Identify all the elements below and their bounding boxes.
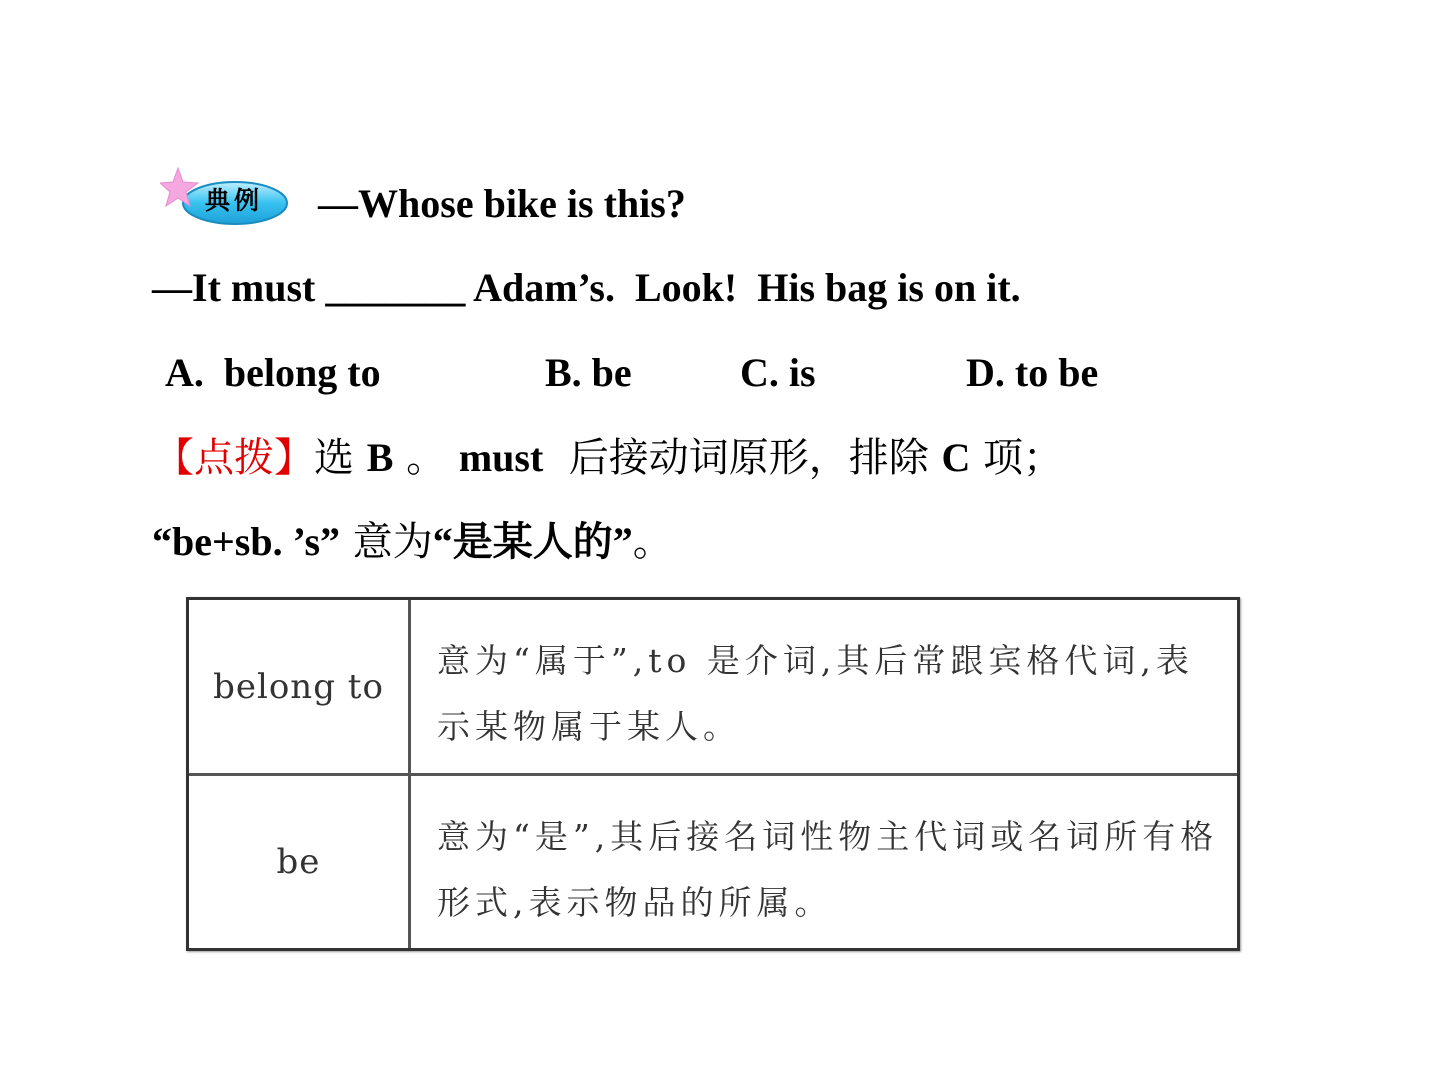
example-badge (160, 166, 292, 230)
hint-line-1 (154, 434, 1063, 482)
hint-text-5: 意为 (340, 519, 433, 565)
hint-text-2: 。 (393, 435, 459, 481)
question-text: —Whose bike is this? (318, 181, 686, 226)
hint-text-1: 选 (314, 435, 367, 481)
table-term-cell: belong to (189, 600, 411, 773)
hint-quote: “be+sb. ’s” (152, 519, 341, 564)
table-term-cell: be (189, 776, 411, 948)
table-row (189, 776, 1237, 948)
option-a: A. belong to (165, 350, 381, 395)
option-b: B. be (545, 350, 632, 395)
table-desc-cell: 意为“是”,其后接名词性物主代词或名词所有格形式,表示物品的所属。 (437, 817, 1219, 922)
question-sentence: —It must _______ Adam’s. Look! His bag is on it. (152, 265, 1021, 310)
hint-excluded: C (941, 435, 971, 480)
badge-label: 典例 (204, 186, 263, 215)
option-d: D. to be (966, 350, 1099, 395)
comparison-table (186, 597, 1240, 951)
hint-must: must (458, 435, 544, 480)
hint-answer: B (366, 435, 394, 480)
hint-text-6: 。 (632, 519, 673, 565)
option-c: C. is (740, 350, 816, 395)
table-row (189, 600, 1237, 776)
hint-tag: 【点拨】 (154, 435, 314, 481)
hint-text-3: 后接动词原形，排除 (543, 435, 942, 481)
hint-line-2 (152, 518, 673, 566)
hint-meaning: “是某人的” (432, 519, 633, 564)
table-desc-cell: 意为“属于”,to 是介词,其后常跟宾格代词,表示某物属于某人。 (437, 641, 1194, 746)
hint-text-4: 项； (970, 435, 1064, 481)
